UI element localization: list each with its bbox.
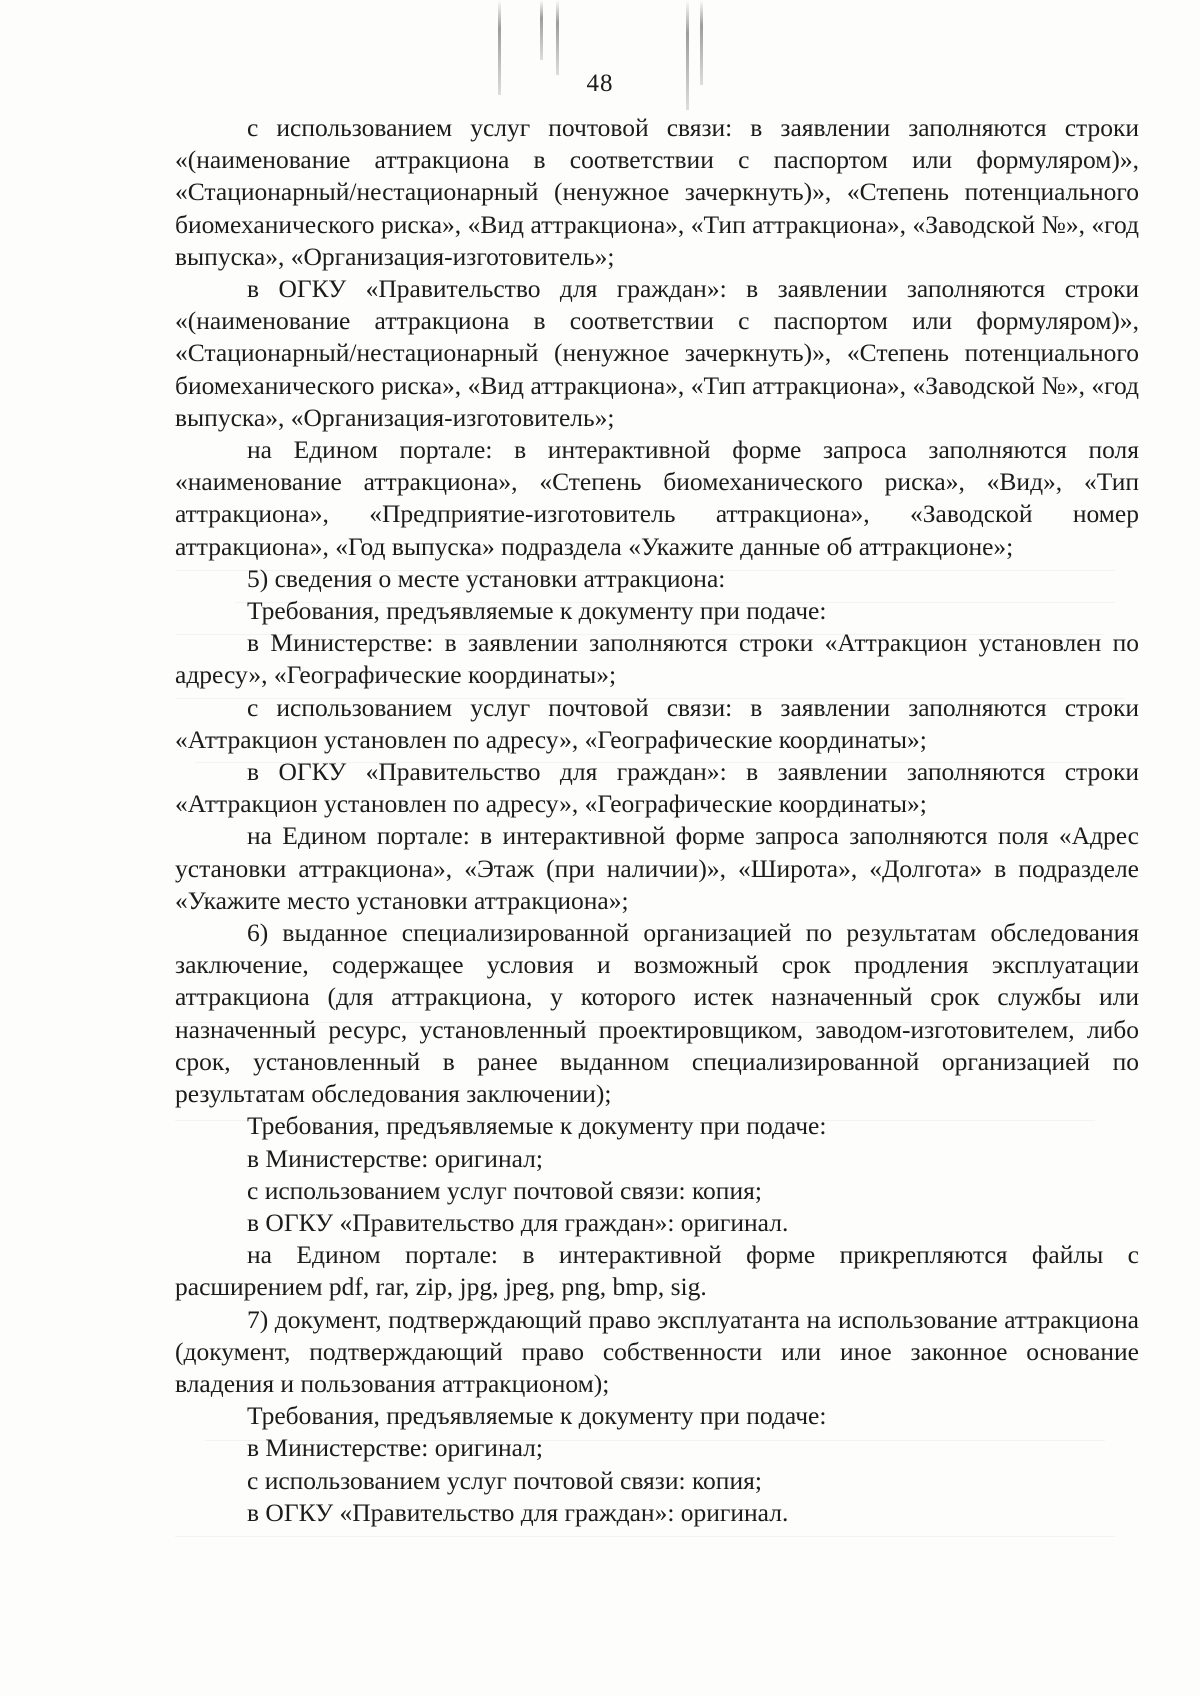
ogku-original: в ОГКУ «Правительство для граждан»: оригинал. [247,1497,789,1527]
requirements-heading: Требования, предъявляемые к документу при подаче: [247,1111,827,1141]
paragraph-ogku-attraction-fields: в ОГКУ «Правительство для граждан»: в заявлении заполняются строки «(наименование аттракциона в соответствии с паспортом или формуляром)», «Стационарный/нестационарный (ненужное зачеркнуть)», «Степень потенциального биомеханического риска», «Вид аттракциона», «Тип аттракциона», «Заводской №», «год выпуска», «Организация-изготовитель»; [175,274,1139,432]
ministry-original: в Министерстве: оригинал; [247,1433,543,1463]
document-body [175,112,1139,1529]
postal-copy: с использованием услуг почтовой связи: копия; [247,1465,762,1495]
paragraph-ministry-location: в Министерстве: в заявлении заполняются строки «Аттракцион установлен по адресу», «Географические координаты»; [175,628,1139,690]
paragraph-postal-location: с использованием услуг почтовой связи: в заявлении заполняются строки «Аттракцион установлен по адресу», «Географические координаты»; [175,692,1139,754]
ministry-original: в Министерстве: оригинал; [247,1143,543,1173]
paragraph-portal-attraction-fields: на Едином портале: в интерактивной форме запроса заполняются поля «наименование аттракциона», «Степень биомеханического риска», «Вид», «Тип аттракциона», «Предприятие-изготовитель аттракциона», «Заводской номер аттракциона», «Год выпуска» подраздела «Укажите данные об аттракционе»; [175,435,1139,561]
requirements-heading: Требования, предъявляемые к документу при подаче: [247,1401,827,1431]
item-7-heading: 7) документ, подтверждающий право эксплуатанта на использование аттракциона (документ, подтверждающий право собственности или иное законное основание владения и пользования аттракционом); [175,1304,1139,1398]
paragraph-portal-location: на Едином портале: в интерактивной форме запроса заполняются поля «Адрес установки аттракциона», «Этаж (при наличии)», «Широта», «Долгота» в подразделе «Укажите место установки аттракциона»; [175,821,1139,915]
scan-artifact [556,0,559,75]
postal-copy: с использованием услуг почтовой связи: копия; [247,1175,762,1205]
page-number: 48 [586,70,614,97]
ogku-original: в ОГКУ «Правительство для граждан»: оригинал. [247,1207,789,1237]
paragraph-ogku-location: в ОГКУ «Правительство для граждан»: в заявлении заполняются строки «Аттракцион установлен по адресу», «Географические координаты»; [175,757,1139,819]
requirements-heading: Требования, предъявляемые к документу при подаче: [247,596,827,626]
scan-artifact [540,0,543,60]
item-5-heading: 5) сведения о месте установки аттракциона: [247,563,726,593]
portal-file-extensions: на Едином портале: в интерактивной форме прикрепляются файлы с расширением pdf, rar, zip, jpg, jpeg, png, bmp, sig. [175,1240,1139,1302]
item-6-heading: 6) выданное специализированной организацией по результатам обследования заключение, содержащее условия и возможный срок продления эксплуатации аттракциона (для аттракциона, у которого истек назначенный срок службы или назначенный ресурс, установленный проектировщиком, заводом-изготовителем, либо срок, установленный в ранее выданном специализированной организацией по результатам обследования заключении); [175,918,1139,1109]
paragraph-postal-attraction-fields: с использованием услуг почтовой связи: в заявлении заполняются строки «(наименование аттракциона в соответствии с паспортом или формуляром)», «Стационарный/нестационарный (ненужное зачеркнуть)», «Степень потенциального биомеханического риска», «Вид аттракциона», «Тип аттракциона», «Заводской №», «год выпуска», «Организация-изготовитель»; [175,113,1139,271]
